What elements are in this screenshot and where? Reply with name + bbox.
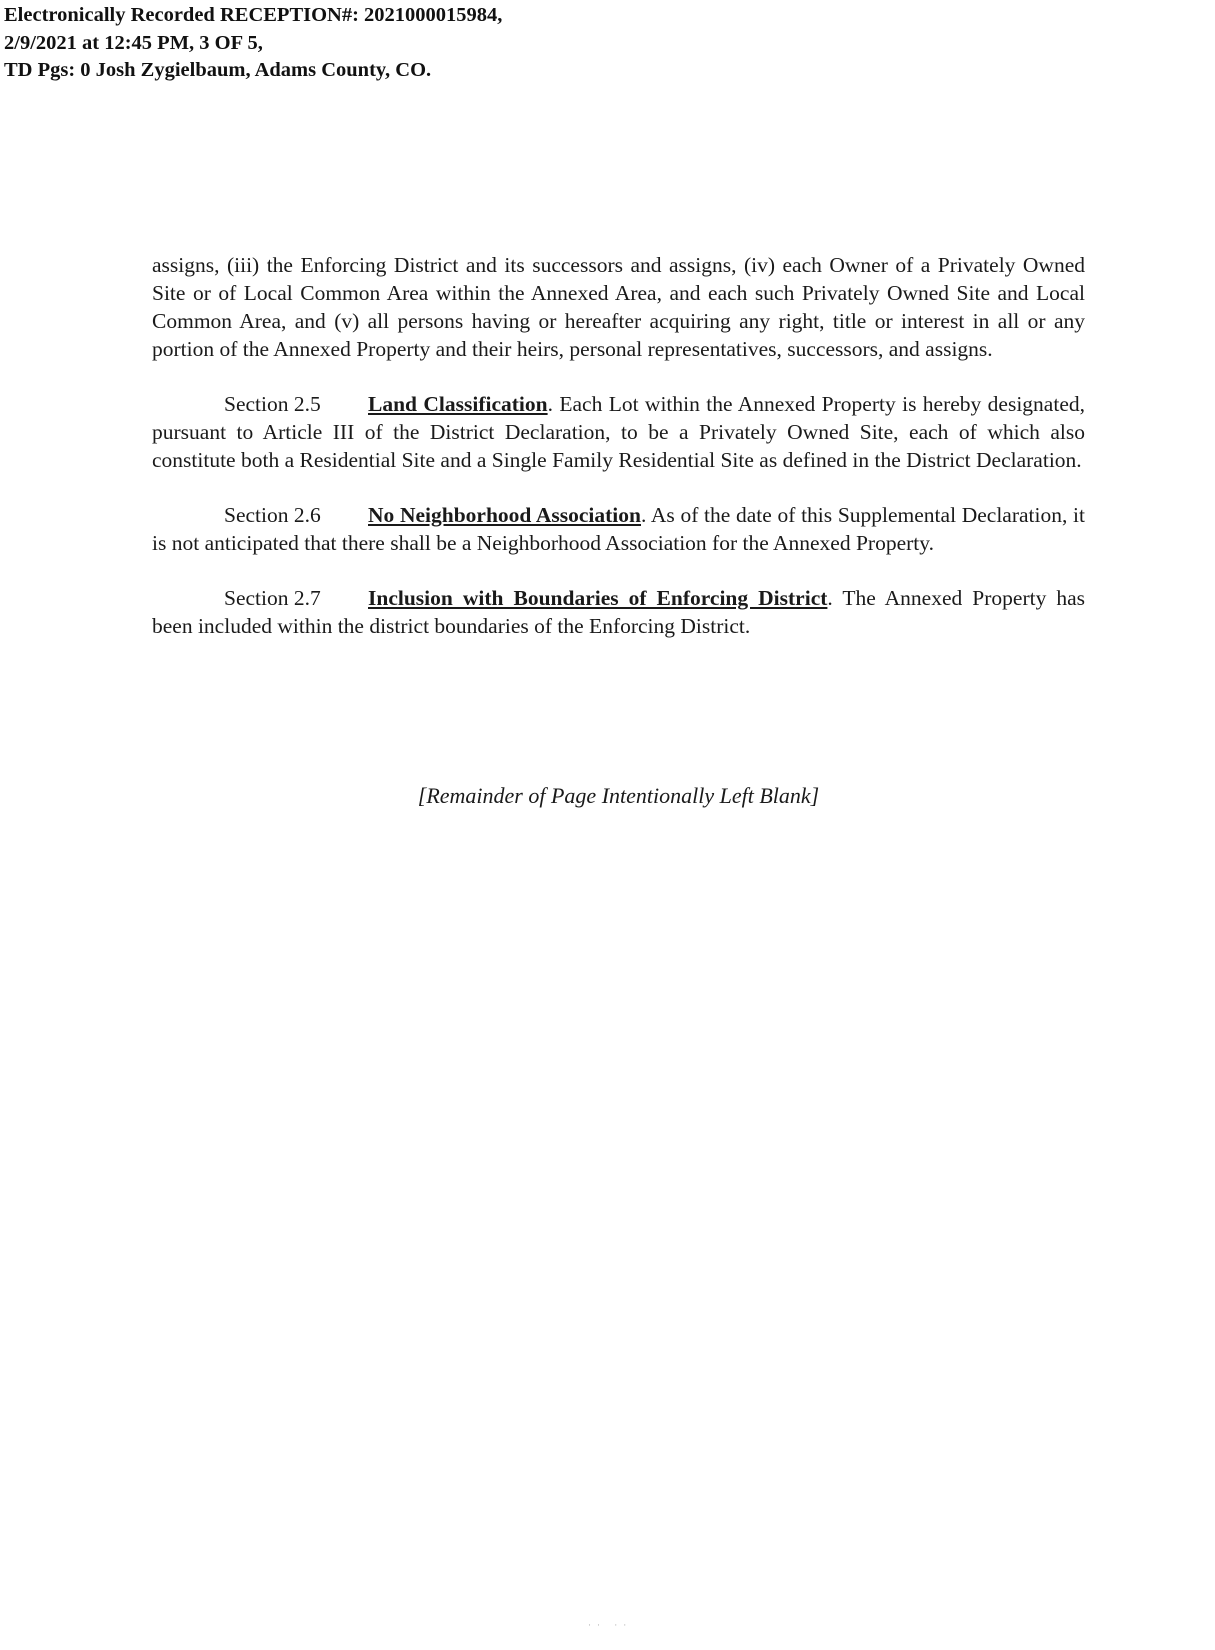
section-text: . The Annexed Property has been included within the district boundaries of the Enforcing District. (152, 586, 1085, 638)
document-body (152, 251, 1085, 667)
section-2-5-paragraph (152, 390, 1085, 474)
recording-stamp-line-3: TD Pgs: 0 Josh Zygielbaum, Adams County, CO. (4, 59, 432, 81)
section-text: . As of the date of this Supplemental Declaration, it is not anticipated that there shall be a Neighborhood Association for the Annexed Property. (152, 503, 1086, 555)
page-mark: ·· ·· (588, 1620, 633, 1630)
section-text: . Each Lot within the Annexed Property is hereby designated, pursuant to Article III of the District Declaration, to be a Privately Owned Site, each of which also constitute both a Residential Site and a Single Family Residential Site as defined in the District Declaration. (152, 392, 1085, 472)
section-number: Section 2.7 (224, 586, 321, 610)
section-number: Section 2.6 (224, 503, 321, 527)
section-2-7-paragraph (152, 584, 1085, 640)
recording-stamp-line-1: Electronically Recorded RECEPTION#: 2021000015984, (4, 4, 503, 26)
remainder-blank-notice: [Remainder of Page Intentionally Left Blank] (417, 783, 820, 808)
section-2-6-paragraph (152, 501, 1085, 557)
section-heading: No Neighborhood Association (368, 503, 641, 527)
section-heading: Inclusion with Boundaries of Enforcing District (368, 586, 828, 610)
section-heading: Land Classification (368, 392, 548, 416)
recording-stamp-line-2: 2/9/2021 at 12:45 PM, 3 OF 5, (4, 31, 263, 54)
section-number: Section 2.5 (224, 392, 321, 416)
recording-stamp (4, 2, 502, 85)
continuation-paragraph: assigns, (iii) the Enforcing District and its successors and assigns, (iv) each Owner of a Privately Owned Site or of Local Common Area within the Annexed Area, and each such Privately Owned Site and Local Common Area, and (v) all persons having or hereafter acquiring any right, title or interest in all or any portion of the Annexed Property and their heirs, personal representatives, successors, and assigns. (152, 253, 1085, 361)
